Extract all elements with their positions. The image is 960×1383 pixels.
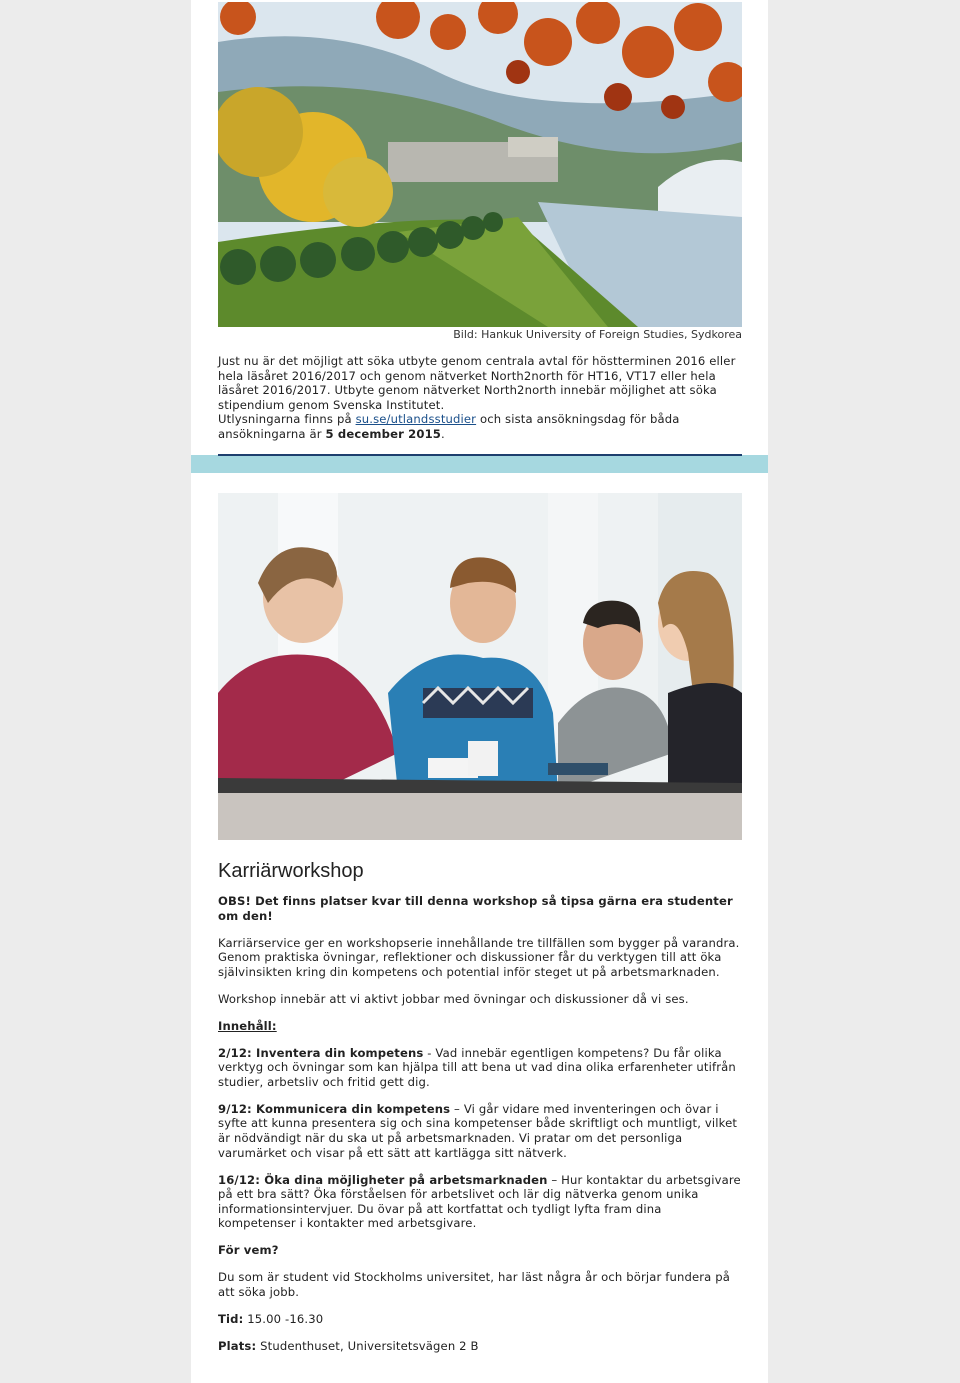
exchange-announcement — [218, 354, 742, 442]
campus-illustration — [218, 2, 742, 327]
apply-mid: och sista ansökningsdag för båda ansökningarna är — [218, 412, 680, 441]
session-text: – Vi går vidare med inventeringen och övar i syfte att kunna presentera sig och sina kompetenser både skriftligt och muntligt, vilket är nödvändigt när du ska ut på arbetsmarknaden. Vi pratar om det personliga varumärket och visar på ett sätt att kartlägga sitt nätverk. — [218, 1101, 738, 1160]
exchange-intro-text: Just nu är det möjligt att söka utbyte genom centrala avtal för höstterminen 2016 eller hela läsåret 2016/2017 och genom nätverket North2north för HT16, VT17 eller hela läsåret 2016/2017. Utbyte genom nätverket North2north innebär möjlighet att söka stipendium genom Svenska Institutet. — [218, 354, 736, 412]
session-heading: 2/12: Inventera din kompetens — [218, 1045, 424, 1060]
obs-text: OBS! Det finns platser kvar till denna workshop så tipsa gärna era studenter om den! — [218, 894, 733, 923]
time-label: Tid: — [218, 1311, 244, 1326]
workshop-intro: Karriärservice ger en workshopserie innehållande tre tillfällen som bygger på varandra. Genom praktiska övningar, reflektioner och diskussioner får du verktygen till att öka självinsikten kring din kompetens och potential inför steget ut på arbetsmarknaden. — [218, 935, 740, 979]
students-table-photo — [218, 493, 742, 840]
session-heading: 9/12: Kommunicera din kompetens — [218, 1101, 451, 1116]
time-line — [218, 1312, 742, 1327]
for-whom-heading — [218, 1243, 742, 1258]
session-text: - Vad innebär egentligen kompetens? Du får olika verktyg och övningar som kan hjälpa till att bena ut vad dina olika erfarenheter utifrån studier, arbetsliv och fritid gett dig. — [218, 1045, 736, 1089]
utlandsstudier-link[interactable]: su.se/utlandsstudier — [355, 412, 477, 427]
content-heading — [218, 1019, 742, 1034]
session-item — [218, 1173, 742, 1231]
students-illustration — [218, 493, 742, 840]
exchange-apply-text — [218, 412, 742, 441]
section-divider-line — [218, 454, 742, 456]
apply-end: . — [441, 426, 445, 441]
workshop-body — [218, 894, 742, 1366]
workshop-title: Karriärworkshop — [218, 860, 364, 882]
place-value: Studenthuset, Universitetsvägen 2 B — [256, 1338, 479, 1353]
workshop-format: Workshop innebär att vi aktivt jobbar med övningar och diskussioner då vi ses. — [218, 991, 689, 1006]
workshop-obs — [218, 894, 742, 923]
time-value: 15.00 -16.30 — [243, 1311, 324, 1326]
photo-caption: Bild: Hankuk University of Foreign Studies, Sydkorea — [453, 328, 742, 341]
newsletter-page — [191, 0, 768, 1383]
session-text: – Hur kontaktar du arbetsgivare på ett bra sätt? Öka förståelsen för arbetslivet och lär dig nätverka genom unika informationsintervjuer. Du övar på att kortfattat och tydligt lyfta fram dina kompetenser i kontakter med arbetsgivare. — [218, 1172, 741, 1231]
apply-prefix: Utlysningarna finns på — [218, 412, 356, 427]
deadline-date: 5 december 2015 — [325, 426, 442, 441]
session-item — [218, 1046, 742, 1090]
campus-autumn-photo — [218, 2, 742, 327]
place-line — [218, 1339, 742, 1354]
for-whom-text: Du som är student vid Stockholms universitet, har läst några år och börjar fundera på att söka jobb. — [218, 1270, 731, 1299]
content-heading-text: Innehåll: — [218, 1018, 277, 1033]
session-item — [218, 1102, 742, 1160]
for-whom-heading-text: För vem? — [218, 1243, 279, 1258]
session-heading: 16/12: Öka dina möjligheter på arbetsmarknaden — [218, 1172, 548, 1187]
section-divider-band — [191, 455, 768, 473]
place-label: Plats: — [218, 1338, 257, 1353]
